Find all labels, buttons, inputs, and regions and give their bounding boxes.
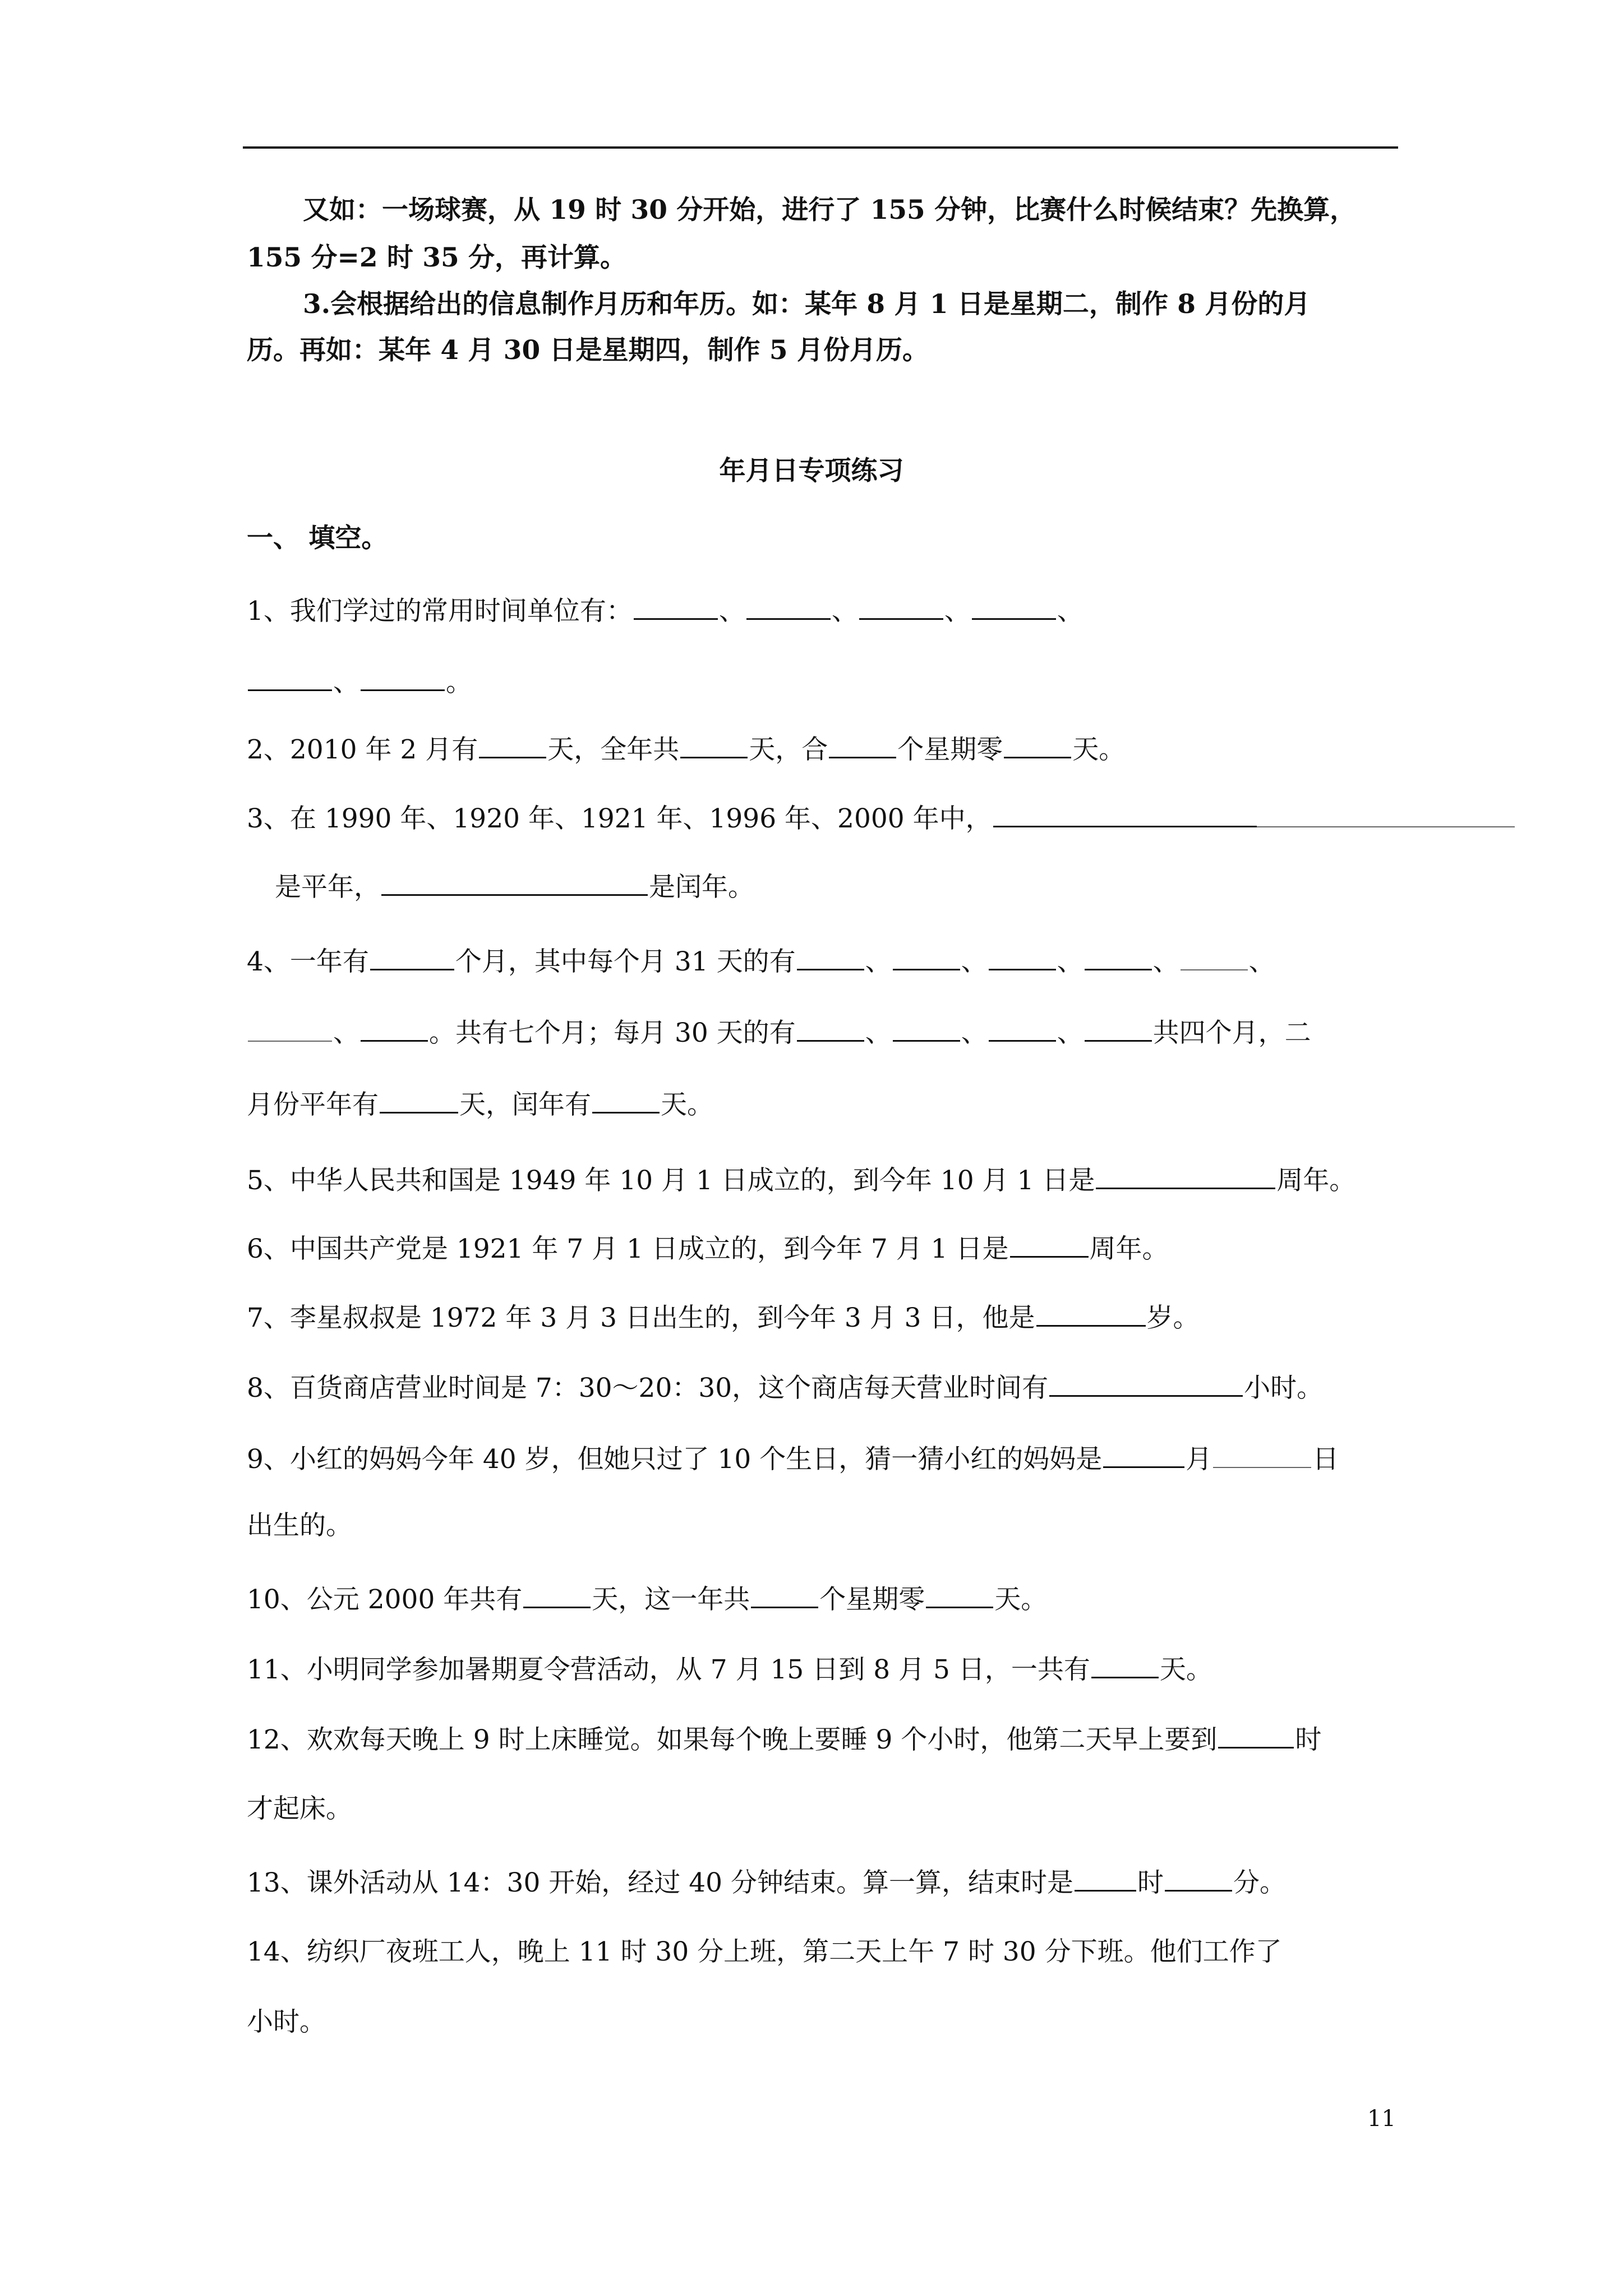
answer-blank[interactable] [1103, 1442, 1184, 1468]
separator: 、 [333, 1018, 359, 1048]
section-heading: 一、 填空。 [247, 523, 388, 554]
intro-line-1: 又如：一场球赛，从 19 时 30 分开始，进行了 155 分钟，比赛什么时候结束？先换算， [303, 195, 1357, 226]
q4-text: 4、一年有 [247, 946, 369, 977]
answer-blank[interactable] [1085, 1015, 1152, 1042]
question-12-line-1 [247, 1722, 1321, 1757]
separator: 、 [1152, 946, 1179, 977]
intro-line-4: 历。再如：某年 4 月 30 日是星期四，制作 5 月份月历。 [247, 335, 929, 366]
answer-blank[interactable] [1075, 1865, 1136, 1892]
q3-text: 是平年， [275, 872, 380, 903]
answer-blank[interactable] [1181, 945, 1248, 970]
q5-text: 周年。 [1276, 1165, 1356, 1196]
answer-blank[interactable] [592, 1087, 660, 1114]
question-9-line-1 [247, 1442, 1339, 1476]
q10-text: 个星期零 [819, 1584, 925, 1615]
question-10 [247, 1582, 1047, 1617]
q4-text: 天，闰年有 [459, 1089, 591, 1120]
answer-blank[interactable] [989, 1015, 1056, 1042]
q11-text: 天。 [1159, 1654, 1212, 1685]
question-5 [247, 1163, 1355, 1198]
answer-blank[interactable] [523, 1582, 591, 1608]
separator: 、 [865, 1018, 892, 1048]
question-14-line-2: 小时。 [247, 2007, 326, 2037]
question-3-line-1 [247, 801, 1516, 836]
q12-text: 时 [1295, 1724, 1322, 1755]
separator: 、 [961, 946, 988, 977]
q4-text: 共四个月，二 [1152, 1018, 1311, 1048]
separator: 、 [831, 596, 858, 627]
page-number: 11 [1367, 2106, 1396, 2132]
q6-text: 周年。 [1089, 1234, 1169, 1264]
q3-text: 3、在 1990 年、1920 年、1921 年、1996 年、2000 年中， [247, 803, 992, 834]
question-7 [247, 1300, 1200, 1335]
question-12-line-2: 才起床。 [247, 1793, 352, 1824]
question-3-line-2 [275, 869, 754, 904]
q13-text: 分。 [1233, 1867, 1286, 1898]
question-2 [247, 732, 1125, 767]
answer-blank[interactable] [1085, 944, 1152, 970]
q7-text: 7、李星叔叔是 1972 年 3 月 3 日出生的，到今年 3 月 3 日，他是 [247, 1303, 1035, 1333]
separator: 、 [961, 1018, 988, 1048]
separator: 、 [718, 596, 745, 627]
q5-text: 5、中华人民共和国是 1949 年 10 月 1 日成立的，到今年 10 月 1 日是 [247, 1165, 1095, 1196]
q3-text: 是闰年。 [649, 872, 754, 903]
answer-blank[interactable] [1096, 1163, 1275, 1189]
answer-blank[interactable] [993, 801, 1257, 827]
answer-blank[interactable] [1165, 1865, 1232, 1892]
answer-blank[interactable] [248, 665, 332, 691]
separator: 、 [1248, 946, 1275, 977]
answer-blank[interactable] [479, 732, 546, 758]
q2-text: 2、2010 年 2 月有 [247, 734, 478, 765]
answer-blank[interactable] [370, 944, 454, 970]
q2-text: 天，全年共 [547, 734, 680, 765]
q13-text: 13、课外活动从 14：30 开始，经过 40 分钟结束。算一算，结束时是 [247, 1867, 1073, 1898]
question-9-line-2: 出生的。 [247, 1510, 352, 1541]
q1-text: 1、我们学过的常用时间单位有： [247, 596, 633, 627]
question-14-line-1: 14、纺织厂夜班工人，晚上 11 时 30 分上班，第二天上午 7 时 30 分下班。他们工作了 [247, 1936, 1282, 1967]
period: 。 [446, 667, 472, 698]
q4-text: 天。 [661, 1089, 713, 1120]
question-4-line-2 [247, 1015, 1311, 1050]
q4-text: 。共有七个月；每月 30 天的有 [429, 1018, 796, 1048]
answer-blank[interactable] [1036, 1300, 1146, 1327]
answer-blank[interactable] [859, 593, 943, 620]
answer-blank[interactable] [829, 732, 896, 758]
answer-blank[interactable] [751, 1582, 818, 1608]
answer-blank[interactable] [1091, 1652, 1159, 1678]
q8-text: 小时。 [1244, 1373, 1324, 1404]
q2-text: 天，合 [749, 734, 828, 765]
answer-blank[interactable] [680, 732, 748, 758]
answer-blank[interactable] [248, 1016, 332, 1042]
q10-text: 天。 [994, 1584, 1048, 1615]
intro-line-3: 3.会根据给出的信息制作月历和年历。如：某年 8 月 1 日是星期二，制作 8 月份的月 [303, 289, 1311, 320]
question-6 [247, 1231, 1169, 1266]
answer-blank[interactable] [1010, 1231, 1089, 1258]
separator: 、 [1057, 596, 1083, 627]
q11-text: 11、小明同学参加暑期夏令营活动，从 7 月 15 日到 8 月 5 日，一共有 [247, 1654, 1090, 1685]
q10-text: 天，这一年共 [592, 1584, 750, 1615]
question-4-line-3 [247, 1087, 713, 1122]
question-8 [247, 1370, 1323, 1405]
q7-text: 岁。 [1146, 1303, 1200, 1333]
question-11 [247, 1652, 1212, 1687]
q12-text: 12、欢欢每天晚上 9 时上床睡觉。如果每个晚上要睡 9 个小时，他第二天早上要到 [247, 1724, 1218, 1755]
answer-blank[interactable] [1213, 1442, 1311, 1468]
separator: 、 [944, 596, 971, 627]
question-1-line-2 [247, 665, 472, 700]
q9-text: 月 [1186, 1444, 1212, 1475]
separator: 、 [1057, 1018, 1083, 1048]
separator: 、 [333, 667, 359, 698]
q9-text: 9、小红的妈妈今年 40 岁，但她只过了 10 个生日，猜一猜小红的妈妈是 [247, 1444, 1103, 1475]
answer-blank[interactable] [926, 1582, 993, 1608]
answer-blank-extension [1257, 802, 1515, 827]
q8-text: 8、百货商店营业时间是 7：30～20：30，这个商店每天营业时间有 [247, 1373, 1049, 1404]
question-1-line-1 [247, 593, 1083, 628]
header-rule [243, 146, 1398, 149]
q4-text: 个月，其中每个月 31 天的有 [455, 946, 796, 977]
answer-blank[interactable] [746, 593, 831, 620]
answer-blank[interactable] [989, 944, 1056, 970]
answer-blank[interactable] [972, 593, 1056, 620]
separator: 、 [865, 946, 892, 977]
answer-blank[interactable] [361, 665, 445, 691]
answer-blank[interactable] [1049, 1370, 1243, 1397]
answer-blank[interactable] [634, 593, 718, 620]
page-title: 年月日专项练习 [719, 455, 904, 486]
q13-text: 时 [1137, 1867, 1164, 1898]
answer-blank[interactable] [361, 1015, 428, 1042]
question-4-line-1 [247, 944, 1275, 979]
answer-blank[interactable] [893, 944, 960, 970]
answer-blank[interactable] [381, 869, 648, 896]
intro-line-2: 155 分=2 时 35 分，再计算。 [247, 242, 627, 273]
q9-text: 日 [1312, 1444, 1339, 1475]
separator: 、 [1057, 946, 1083, 977]
answer-blank[interactable] [797, 944, 864, 970]
q6-text: 6、中国共产党是 1921 年 7 月 1 日成立的，到今年 7 月 1 日是 [247, 1234, 1009, 1264]
answer-blank[interactable] [1004, 732, 1071, 758]
answer-blank[interactable] [797, 1015, 864, 1042]
q10-text: 10、公元 2000 年共有 [247, 1584, 523, 1615]
question-13 [247, 1865, 1286, 1900]
q2-text: 个星期零 [897, 734, 1003, 765]
q4-text: 月份平年有 [247, 1089, 379, 1120]
answer-blank[interactable] [893, 1015, 960, 1042]
answer-blank[interactable] [380, 1087, 458, 1114]
q2-text: 天。 [1072, 734, 1126, 765]
answer-blank[interactable] [1218, 1722, 1294, 1749]
